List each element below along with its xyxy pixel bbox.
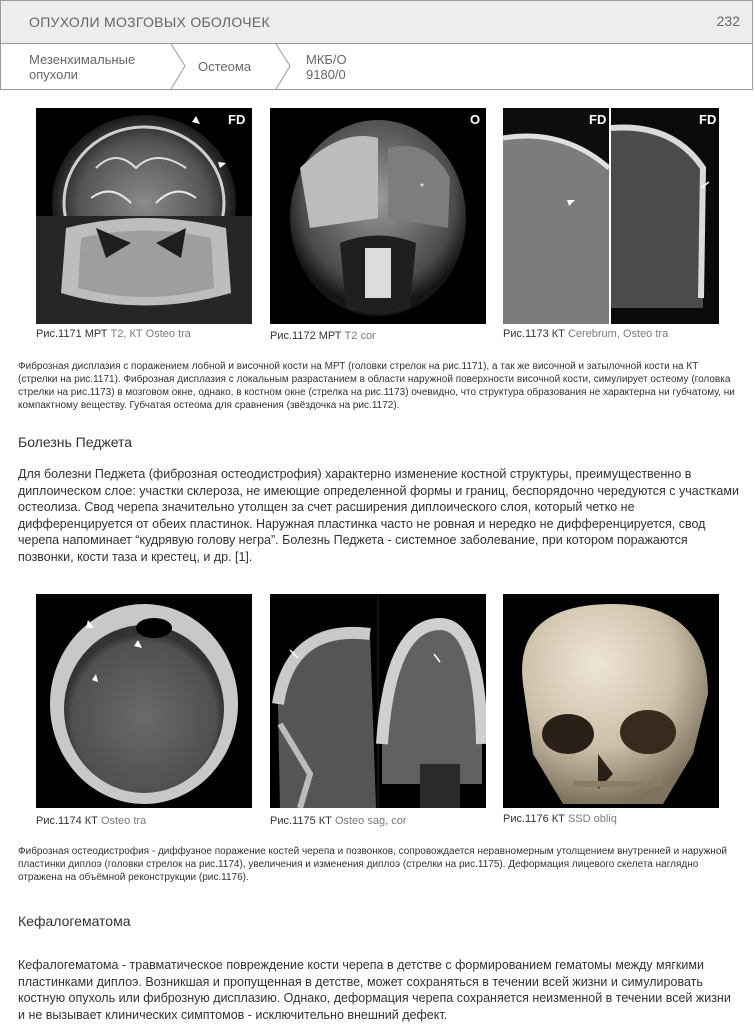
caption-modality: Cerebrum, Osteo tra — [567, 328, 669, 340]
breadcrumb-item-line2: 9180/0 — [306, 67, 346, 82]
breadcrumb-item-line1: МКБ/О — [306, 52, 347, 67]
figure-1173-caption — [503, 328, 668, 340]
breadcrumb-item-mesenchymal — [29, 52, 135, 82]
caption-prefix: Рис.1171 МРТ — [36, 328, 108, 340]
caption-modality: Osteo tra — [100, 815, 147, 827]
figure-1171-caption — [36, 328, 191, 340]
caption-prefix: Рис.1176 КТ — [503, 813, 565, 825]
caption-prefix: Рис.1173 КТ — [503, 328, 565, 340]
figures-description-1: Фиброзная дисплазия с поражением лобной и височной кости на МРТ (головки стрелок на рис.1171), а так же височной и затылочной кости на КТ (стрелки на рис.1171). Фиброзная дисплазия с локальным разрастанием в области наружной поверхности височной кости, симулирует остеому (головка стрелки на рис.1173) в мозговом окне, однако, в костном окне (стрелка на рис.1173) очевидно, что структура образования не характерна ни губчатому, ни компактному веществу. Губчатая остеома для сравнения (звёздочка на рис.1172). — [18, 361, 735, 411]
figure-1173-tag-right: FD — [699, 112, 717, 127]
chapter-title: ОПУХОЛИ МОЗГОВЫХ ОБОЛОЧЕК — [29, 14, 270, 30]
breadcrumb-item-line2: опухоли — [29, 67, 78, 82]
caption-prefix: Рис.1172 МРТ — [270, 330, 342, 342]
caption-modality: SSD obliq — [567, 813, 617, 825]
figure-1176-image — [503, 594, 719, 808]
figure-1175-image — [270, 594, 486, 808]
figure-1172-image — [270, 108, 486, 324]
figure-1176-caption — [503, 813, 617, 825]
figure-1172-caption — [270, 330, 376, 342]
figure-1174-caption — [36, 815, 146, 827]
section-body-cephalohematoma: Кефалогематома - травматическое повреждение кости черепа в детстве с формированием гематомы между мягкими пластинками диплоэ. Возникшая и пропущенная в детстве, может сохраняться в течении всей жизни и симулировать костную опухоль или фиброзную дисплазию. Однако, деформация черепа сохраняется неизменной в течении всей жизни и не вызывает клинических симптомов - исключительно внешний дефект. — [18, 958, 731, 1022]
figure-1172-tag: O — [470, 112, 481, 127]
figure-1171-image — [36, 108, 252, 324]
page-header — [0, 0, 753, 44]
figure-1173-image — [503, 108, 719, 324]
page-number: 232 — [716, 13, 740, 29]
section-heading-paget: Болезнь Педжета — [18, 434, 133, 450]
asterisk-icon: * — [420, 182, 424, 193]
caption-modality: Osteo sag, cor — [334, 815, 407, 827]
figure-1173-tag-left: FD — [589, 112, 607, 127]
figures-description-2: Фиброзная остеодистрофия - диффузное поражение костей черепа и позвонков, сопровождается неравномерным утолщением внутренней и наружной пластинки диплоэ (головки стрелок на рис.1174), увеличения и изменения диплоэ (стрелки на рис.1175). Деформация лицевого скелета наглядно отражена на объёмной реконструкции (рис.1176). — [18, 846, 727, 883]
section-heading-cephalohematoma: Кефалогематома — [18, 913, 131, 929]
breadcrumb-item-line1: Мезенхимальные — [29, 52, 136, 67]
caption-prefix: Рис.1175 КТ — [270, 815, 332, 827]
breadcrumb-item-osteoma — [198, 59, 251, 74]
section-body-paget: Для болезни Педжета (фиброзная остеодистрофия) характерно изменение костной структуры, преимущественно в диплоическом слое: участки склероза, не имеющие определенной формы и границ, беспорядочно чередуются с участками остеолиза. Свод черепа значительно утолщен за счет расширения диплоического слоя, который четко не дифференцируется от обеих пластинок. Наружная пластинка часто не ровная и нередко не дифференцируется, свод черепа напоминает “кудрявую голову негра”. Болезнь Педжета - системное заболевание, при котором поражаются позвонки, кости таза и крестец, и др. [1]. — [18, 467, 739, 564]
caption-modality: T2, КТ Osteo tra — [110, 328, 191, 340]
breadcrumb-item-line1: Остеома — [198, 59, 252, 74]
figure-1171-tag: FD — [228, 112, 246, 127]
breadcrumb-separator-icon — [274, 44, 294, 89]
figure-1174-image — [36, 594, 252, 808]
breadcrumb-separator-icon — [169, 44, 189, 89]
caption-modality: T2 cor — [344, 330, 376, 342]
breadcrumb-item-icd — [306, 52, 347, 82]
caption-prefix: Рис.1174 КТ — [36, 815, 98, 827]
breadcrumb — [0, 44, 753, 90]
figure-1175-caption — [270, 815, 406, 827]
